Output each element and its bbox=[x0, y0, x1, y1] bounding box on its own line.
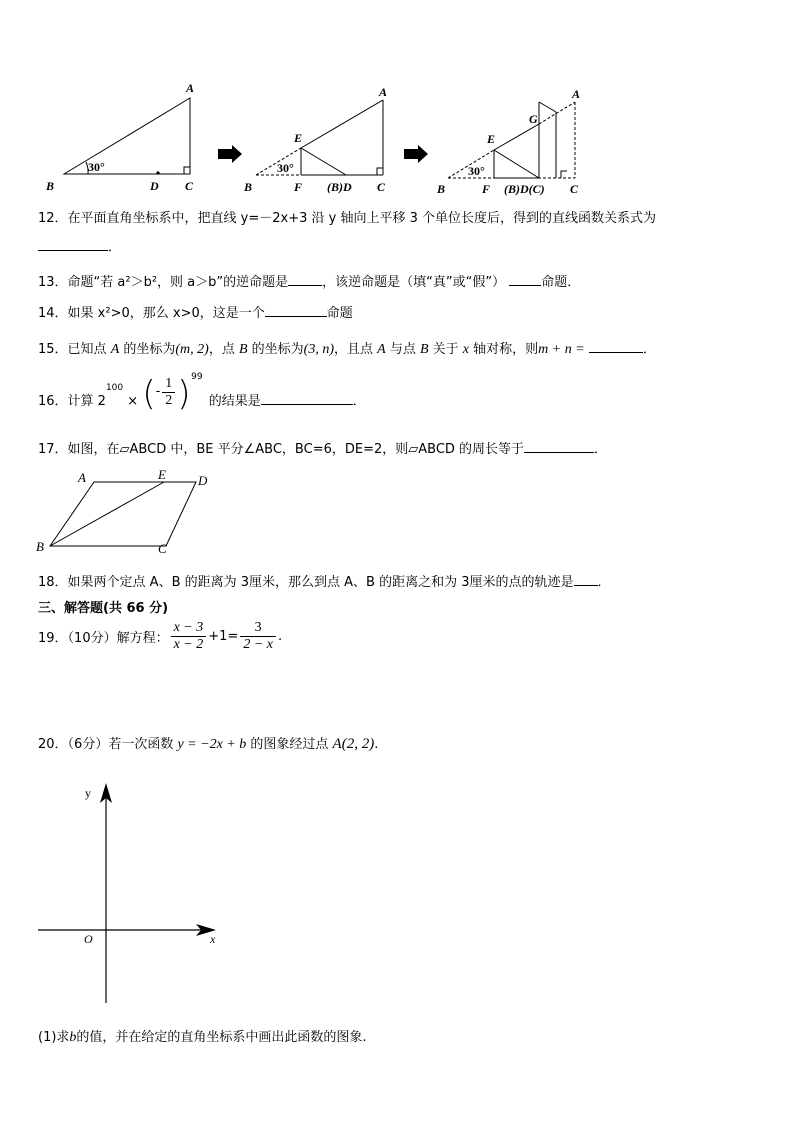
segment-be bbox=[50, 482, 164, 546]
parallelogram-figure bbox=[30, 468, 230, 563]
answer-blank-15[interactable] bbox=[589, 340, 643, 353]
label-f2: F bbox=[294, 180, 303, 194]
triangle-figure-2 bbox=[256, 100, 383, 175]
label-c3: C bbox=[570, 182, 579, 196]
q15-part-a: 15．已知点 bbox=[38, 342, 111, 357]
question-17 bbox=[38, 438, 607, 457]
label-g3: G bbox=[529, 112, 538, 126]
question-13-tail: 命题． bbox=[541, 275, 581, 290]
triangle-figure-1 bbox=[64, 98, 190, 174]
question-16-tail: ． bbox=[352, 394, 366, 409]
q19-prompt: 19．（10分）解方程： bbox=[38, 631, 169, 646]
question-15-tail: ． bbox=[642, 342, 656, 357]
question-19 bbox=[38, 620, 282, 653]
question-14 bbox=[38, 302, 353, 321]
q16-left-paren: ( bbox=[142, 374, 156, 414]
q15-part-g: 关于 bbox=[428, 342, 463, 357]
question-18 bbox=[38, 571, 611, 590]
q20-1-variable-b: b bbox=[69, 1030, 77, 1045]
parallelogram-abcd bbox=[50, 482, 196, 546]
question-20 bbox=[38, 733, 378, 753]
q20-tail: . bbox=[374, 737, 379, 752]
q15-coord-a: (m, 2) bbox=[175, 342, 209, 357]
top-figures bbox=[0, 0, 794, 205]
q16-right-paren: ) bbox=[177, 374, 191, 414]
q20-point: A(2, 2) bbox=[332, 736, 375, 752]
q19-fraction-right bbox=[240, 620, 276, 653]
q19-numerator-left: x − 3 bbox=[171, 620, 207, 637]
angle-label-3: 30° bbox=[468, 164, 485, 178]
question-15 bbox=[38, 338, 656, 358]
origin-label: O bbox=[84, 932, 93, 946]
q16-numerator: 1 bbox=[162, 376, 175, 393]
q19-denominator-left: x − 2 bbox=[173, 637, 204, 652]
label-e3: E bbox=[487, 132, 496, 146]
answer-blank-13a[interactable] bbox=[288, 273, 322, 286]
q16-exponent-99: 99 bbox=[191, 372, 203, 382]
label-a3: A bbox=[572, 87, 581, 101]
question-13 bbox=[38, 271, 580, 290]
point-d-dot bbox=[156, 171, 159, 174]
q15-part-c: ，点 bbox=[208, 342, 239, 357]
q15-part-e: ，且点 bbox=[334, 342, 378, 357]
q15-axis-x: x bbox=[462, 342, 470, 357]
q15-point-b: B bbox=[238, 342, 248, 357]
answer-blank-13b[interactable] bbox=[509, 273, 541, 286]
q15-point-a: A bbox=[110, 342, 120, 357]
question-17-tail: ． bbox=[594, 442, 608, 457]
right-arrow-1 bbox=[218, 145, 242, 163]
q15-point-a2: A bbox=[377, 342, 386, 357]
question-18-text: 18．如果两个定点 A、B 的距离为 3厘米，那么到点 A、B 的距离之和为 3厘米的点的轨迹是 bbox=[38, 575, 574, 590]
q19-numerator-right: 3 bbox=[240, 620, 276, 637]
q16-minus-sign: - bbox=[155, 384, 161, 399]
q20-1-prefix: (1)求 bbox=[38, 1030, 70, 1045]
q16-denominator: 2 bbox=[165, 393, 173, 408]
answer-blank-14[interactable] bbox=[265, 304, 327, 317]
fig17-label-e: E bbox=[158, 468, 166, 482]
question-18-tail: ． bbox=[597, 575, 611, 590]
q16-part-a: 16．计算 2 bbox=[38, 394, 106, 409]
label-b1: B bbox=[46, 179, 55, 193]
label-a2: A bbox=[379, 85, 388, 99]
q16-exponent-100: 100 bbox=[105, 382, 124, 393]
label-f3: F bbox=[482, 182, 491, 196]
angle-label-2: 30° bbox=[277, 161, 294, 175]
fig17-label-c: C bbox=[158, 541, 167, 556]
q20-prompt: 20．（6分）若一次函数 bbox=[38, 737, 174, 752]
question-13-mid: ，该逆命题是（填“真”或“假”） bbox=[322, 275, 506, 290]
q20-middle-text: 的图象经过点 bbox=[250, 737, 329, 752]
q15-point-b2: B bbox=[419, 342, 429, 357]
fig17-label-a: A bbox=[78, 470, 86, 485]
q16-fraction bbox=[162, 376, 175, 409]
answer-blank-12[interactable] bbox=[38, 238, 108, 251]
answer-blank-16[interactable] bbox=[261, 392, 353, 405]
question-12 bbox=[38, 207, 656, 226]
label-c2: C bbox=[377, 180, 386, 194]
fig17-label-d: D bbox=[198, 473, 208, 488]
q16-parenthesized-fraction bbox=[142, 372, 203, 420]
label-b3: B bbox=[437, 182, 446, 196]
question-17-text: 17．如图，在▱ABCD 中，BE 平分∠ABC，BC=6，DE=2，则▱ABCD 的周长等于 bbox=[38, 442, 525, 457]
q19-denominator-right: 2 − x bbox=[243, 637, 273, 652]
question-12-answer-line bbox=[38, 236, 121, 255]
q19-tail: . bbox=[278, 629, 283, 644]
q16-part-b: 的结果是 bbox=[208, 394, 261, 409]
label-bd2: (B)D bbox=[327, 180, 352, 194]
q19-fraction-left bbox=[171, 620, 207, 653]
question-14-text: 14．如果 x²>0，那么 x>0，这是一个 bbox=[38, 306, 265, 321]
label-bdc3: (B)D(C) bbox=[504, 182, 545, 196]
q15-coord-b: (3, n) bbox=[303, 342, 334, 357]
q15-part-f: 与点 bbox=[385, 342, 420, 357]
q16-times-sign: × bbox=[127, 394, 139, 409]
question-14-tail: 命题 bbox=[326, 306, 353, 321]
label-d1: D bbox=[150, 179, 159, 193]
angle-label-1: 30° bbox=[88, 160, 105, 174]
q15-expression: m + n = bbox=[538, 342, 585, 357]
q15-part-b: 的坐标为 bbox=[119, 342, 176, 357]
label-e2: E bbox=[294, 131, 303, 145]
x-axis-label: x bbox=[210, 932, 216, 946]
label-c1: C bbox=[185, 179, 194, 193]
q20-1-text: 的值，并在给定的直角坐标系中画出此函数的图象. bbox=[76, 1030, 367, 1045]
fig17-label-b: B bbox=[36, 539, 44, 554]
answer-blank-17[interactable] bbox=[524, 440, 594, 453]
question-13-text: 13．命题“若 a²＞b²，则 a＞b”的逆命题是 bbox=[38, 275, 289, 290]
answer-blank-18[interactable] bbox=[574, 573, 598, 586]
q20-function: y = −2x + b bbox=[177, 737, 247, 752]
question-12-tail: ． bbox=[108, 240, 122, 255]
q15-part-h: 轴对称，则 bbox=[469, 342, 539, 357]
label-a1: A bbox=[186, 81, 195, 95]
coordinate-axes bbox=[30, 775, 230, 1010]
question-16 bbox=[38, 372, 366, 420]
q15-part-d: 的坐标为 bbox=[247, 342, 304, 357]
label-b2: B bbox=[244, 180, 253, 194]
y-axis-label: y bbox=[85, 786, 91, 800]
right-arrow-2 bbox=[404, 145, 428, 163]
question-20-part-1 bbox=[38, 1026, 367, 1046]
q19-plus-one-equals: +1= bbox=[208, 629, 239, 644]
section-heading: 三、解答题(共 66 分) bbox=[38, 601, 169, 616]
question-12-text: 12．在平面直角坐标系中，把直线 y=－2x+3 沿 y 轴向上平移 3 个单位长度后，得到的直线函数关系式为 bbox=[38, 211, 657, 226]
